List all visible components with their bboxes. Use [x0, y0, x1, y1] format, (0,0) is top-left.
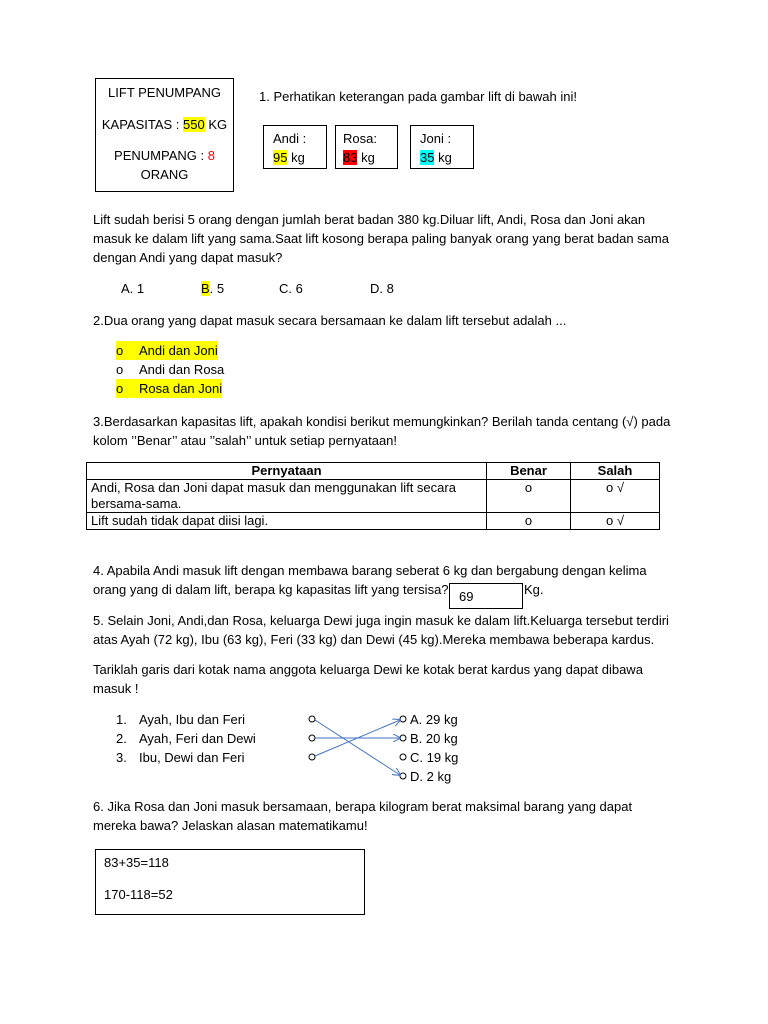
q4-answer-box[interactable]	[449, 583, 523, 609]
q4-text: 4. Apabila Andi masuk lift dengan membawa barang seberat 6 kg dan bergabung dengan kelima orang yang di dalam lift, berapa kg kapasitas lift yang tersisa?	[93, 563, 647, 597]
left-connector-2[interactable]	[309, 735, 315, 741]
q4-unit: Kg.	[524, 582, 544, 597]
table-row	[87, 480, 660, 513]
q5-instruction: Tariklah garis dari kotak nama anggota keluarga Dewi ke kotak berat kardus yang dapat dibawa masuk !	[93, 662, 643, 696]
lift-info-box	[95, 78, 234, 192]
header-benar: Benar	[487, 463, 571, 480]
q6-text: 6. Jika Rosa dan Joni masuk bersamaan, berapa kilogram berat maksimal barang yang dapat mereka bawa? Jelaskan alasan matematikamu!	[93, 799, 633, 833]
lift-capacity: KAPASITAS : 550 KG	[101, 117, 228, 132]
person-box-joni: Joni : 35 kg	[410, 125, 474, 169]
header-salah: Salah	[571, 463, 660, 480]
q6-answer-line-1: 83+35=118	[104, 855, 169, 870]
benar-cell[interactable]: o	[487, 480, 571, 513]
left-connector-1[interactable]	[309, 716, 315, 722]
table-row	[87, 513, 660, 530]
q2-option-1[interactable]: o Andi dan Joni	[116, 343, 218, 358]
q5-left-item-1[interactable]: 1. Ayah, Ibu dan Feri	[116, 712, 245, 727]
q1-intro: 1. Perhatikan keterangan pada gambar lift di bawah ini!	[259, 89, 577, 104]
benar-cell[interactable]: o	[487, 513, 571, 530]
q1-option-b[interactable]: B. 5	[201, 281, 225, 296]
q6-answer-line-2: 170-118=52	[104, 887, 173, 902]
q1-option-c[interactable]: C. 6	[279, 281, 303, 296]
left-connector-3[interactable]	[309, 754, 315, 760]
q2-option-2[interactable]: o Andi dan Rosa	[116, 362, 225, 377]
q5-right-item-b[interactable]: B. 20 kg	[410, 731, 458, 746]
right-connector-d[interactable]	[400, 773, 406, 779]
statement-cell: Lift sudah tidak dapat diisi lagi.	[87, 513, 487, 530]
person-box-rosa: Rosa: 83 kg	[335, 125, 398, 169]
person-box-andi: Andi : 95 kg	[263, 125, 327, 169]
q3-text: 3.Berdasarkan kapasitas lift, apakah kondisi berikut memungkinkan? Berilah tanda centang (√) pada kolom ’’Benar’’ atau ’’salah’’ untuk setiap pernyataan!	[93, 414, 671, 448]
q2-text: 2.Dua orang yang dapat masuk secara bersamaan ke dalam lift tersebut adalah ...	[93, 313, 567, 328]
q5-right-item-a[interactable]: A. 29 kg	[410, 712, 458, 727]
q3-table	[86, 462, 660, 530]
q5-right-item-c[interactable]: C. 19 kg	[410, 750, 459, 765]
q5-right-item-d[interactable]: D. 2 kg	[410, 769, 452, 784]
q1-option-d[interactable]: D. 8	[370, 281, 394, 296]
passenger-value: 8	[207, 148, 215, 163]
right-connector-a[interactable]	[400, 716, 406, 722]
salah-cell[interactable]: o √	[571, 513, 660, 530]
right-connector-b[interactable]	[400, 735, 406, 741]
header-pernyataan: Pernyataan	[87, 463, 487, 480]
match-line-1-d	[315, 720, 400, 775]
right-connector-c[interactable]	[400, 754, 406, 760]
q5-left-item-2[interactable]: 2. Ayah, Feri dan Dewi	[116, 731, 256, 746]
q5-matching-lines	[300, 705, 415, 785]
q1-text: Lift sudah berisi 5 orang dengan jumlah berat badan 380 kg.Diluar lift, Andi, Rosa dan Joni akan masuk ke dalam lift yang sama.Saat lift kosong berapa paling banyak orang yang berat badan sama dengan Andi yang dapat masuk?	[93, 212, 669, 265]
capacity-value: 550	[183, 117, 205, 132]
lift-title: LIFT PENUMPANG	[108, 85, 221, 100]
table-header-row	[87, 463, 660, 480]
q4-answer: 69	[459, 589, 474, 604]
q1-option-a[interactable]: A. 1	[121, 281, 145, 296]
q2-option-3[interactable]: o Rosa dan Joni	[116, 381, 223, 396]
lift-passengers: PENUMPANG : 8	[114, 148, 215, 163]
q5-text: 5. Selain Joni, Andi,dan Rosa, keluarga Dewi juga ingin masuk ke dalam lift.Keluarga tersebut terdiri atas Ayah (72 kg), Ibu (63 kg), Feri (33 kg) dan Dewi (45 kg).Mereka membawa beberapa kardus.	[93, 613, 669, 647]
statement-cell: Andi, Rosa dan Joni dapat masuk dan menggunakan lift secara bersama-sama.	[87, 480, 487, 513]
q5-left-item-3[interactable]: 3. Ibu, Dewi dan Feri	[116, 750, 245, 765]
salah-cell[interactable]: o √	[571, 480, 660, 513]
q6-answer-box[interactable]	[95, 849, 365, 915]
lift-passenger-unit: ORANG	[140, 167, 189, 182]
